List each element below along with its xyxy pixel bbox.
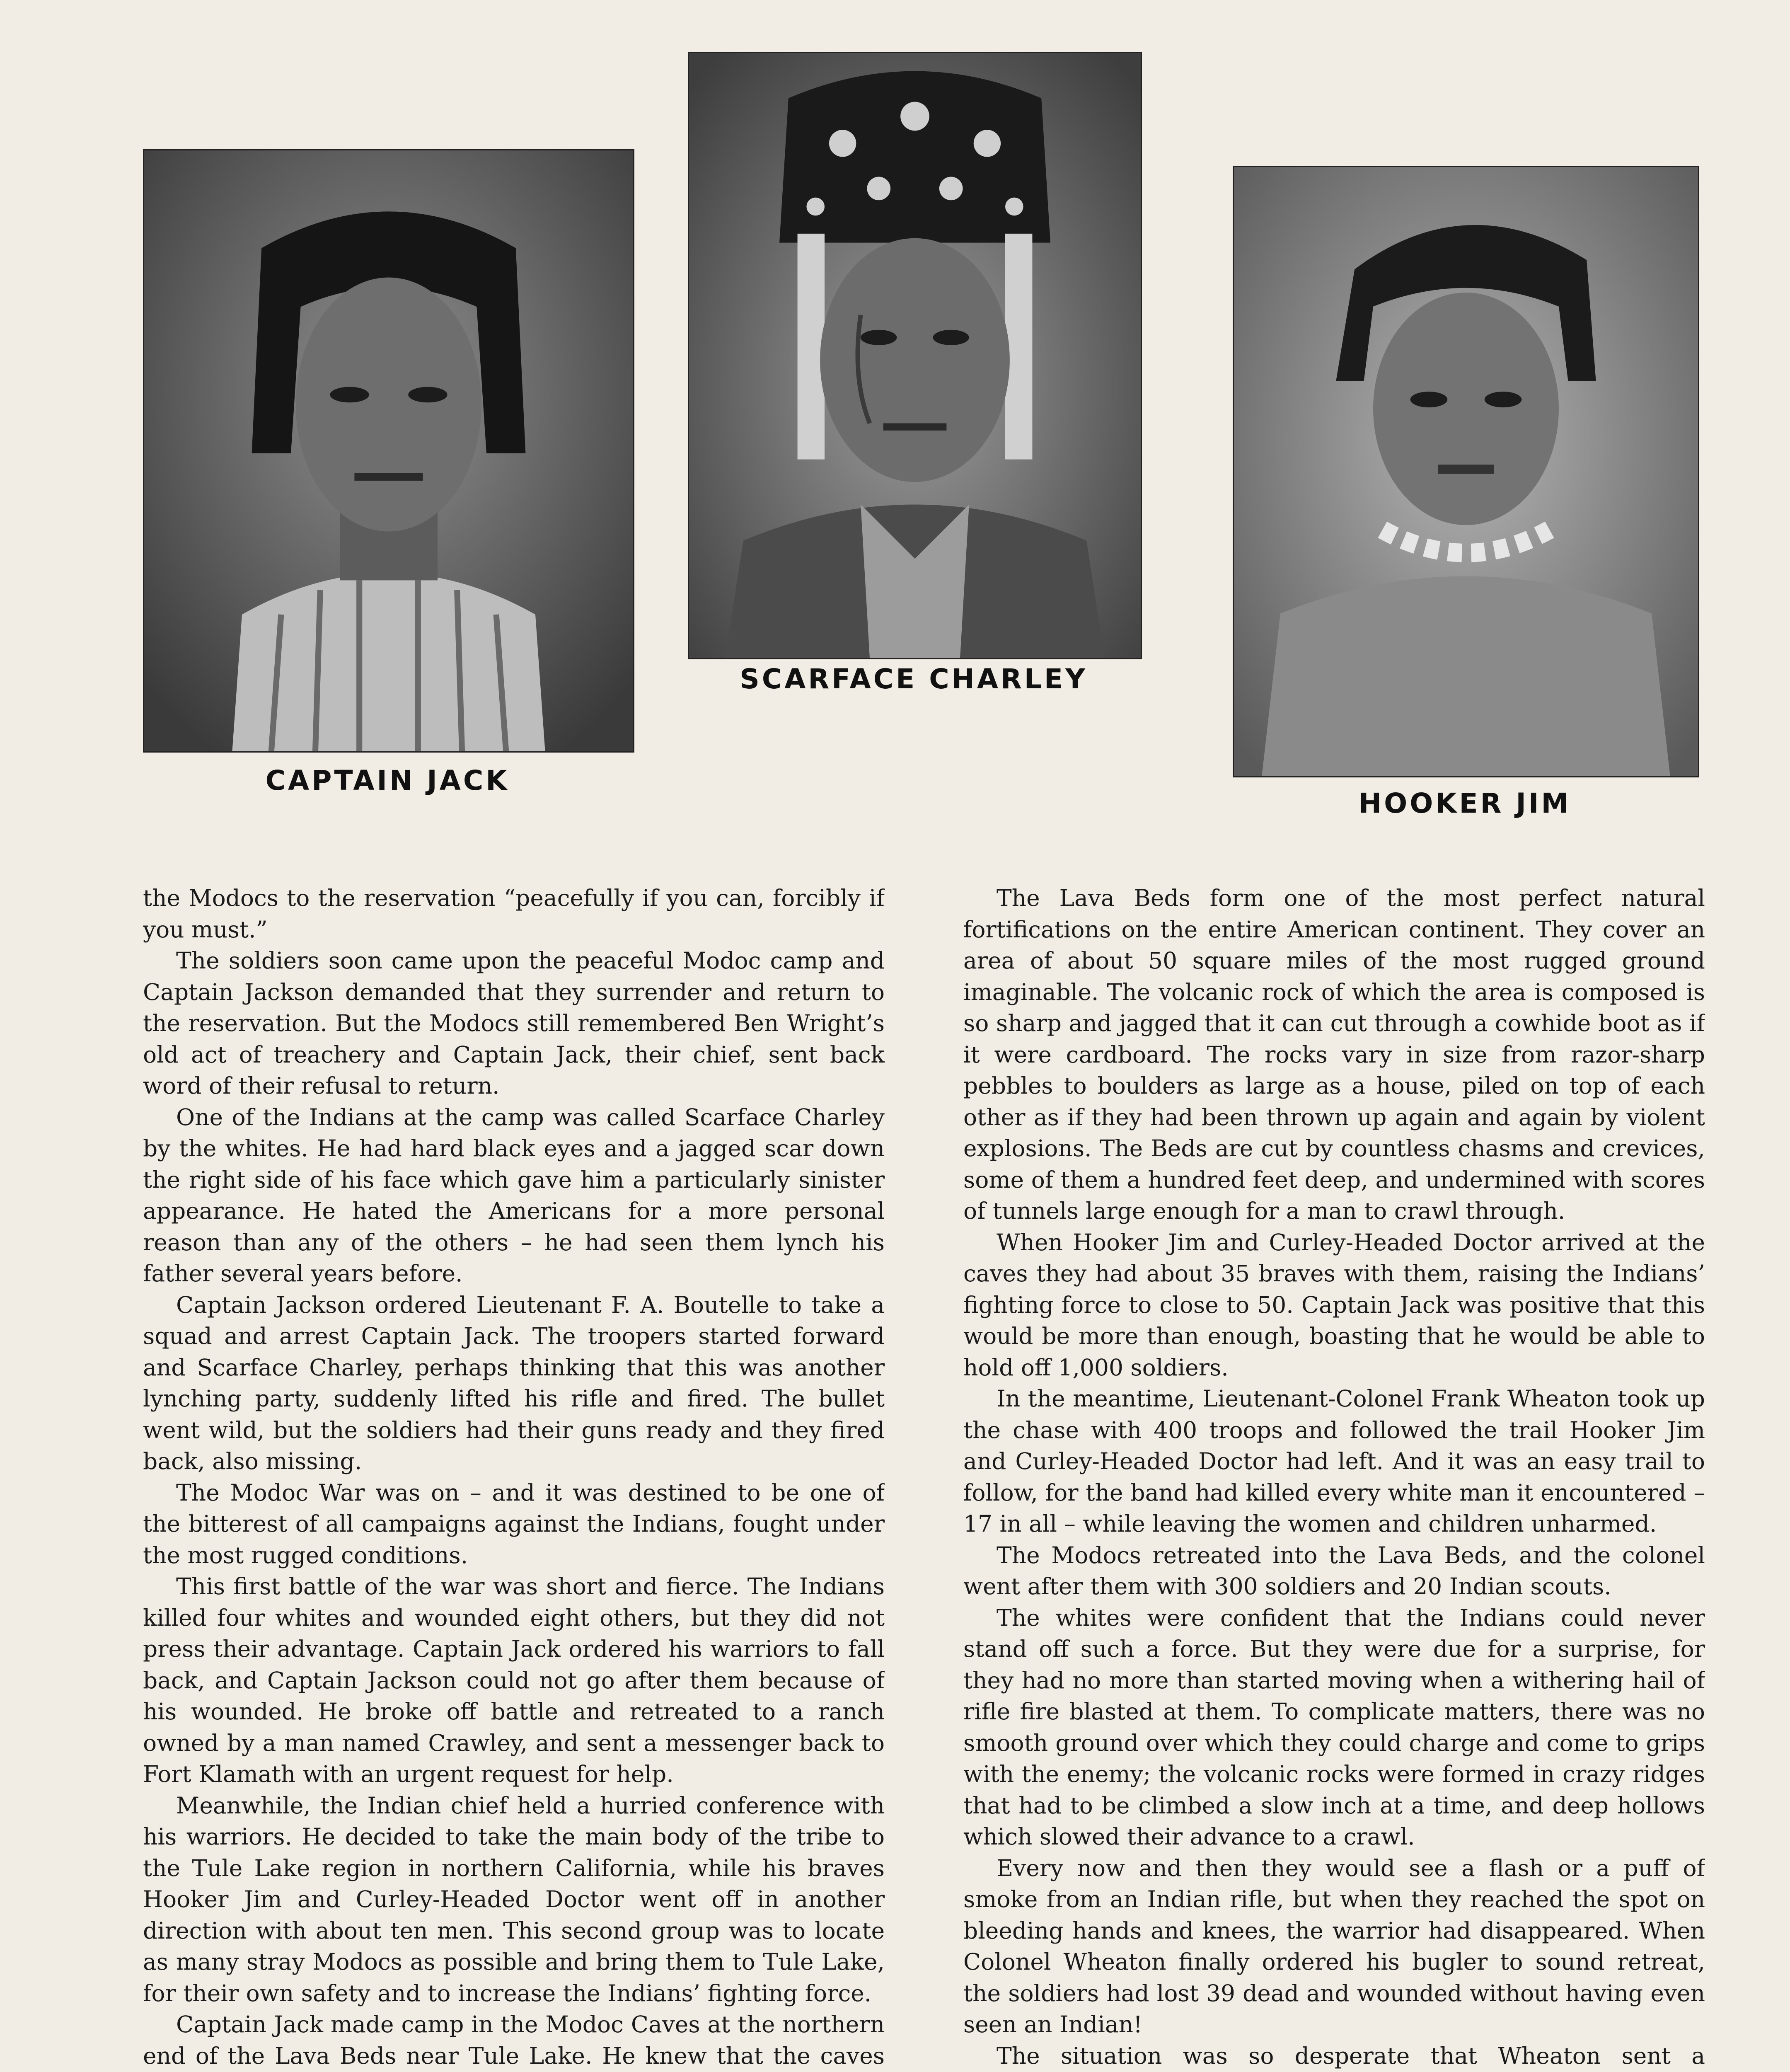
paragraph: The Modoc War was on – and it was destined to be one of the bitterest of all campaigns against the Indians, fought under the most rugged conditions. [143,1479,885,1569]
caption-hooker-jim: HOOKER JIM [1358,787,1571,819]
paragraph: One of the Indians at the camp was called Scarface Charley by the whites. He had hard black eyes and a jagged scar down the right side of his face which gave him a particularly sinister appearance. He hated the Americans for a more personal reason than any of the others – he had seen them lynch his father several years before. [143,1104,885,1287]
paragraph: The soldiers soon came upon the peaceful Modoc camp and Captain Jackson demanded that they surrender and return to the reservation. But the Modocs still remembered Ben Wright’s old act of treachery and Captain Jack, their chief, sent back word of their refusal to return. [143,947,885,1099]
portrait-scarface-charley [689,53,1141,658]
paragraph: When Hooker Jim and Curley-Headed Doctor arrived at the caves they had about 35 braves with them, raising the Indians’ fighting force to close to 50. Captain Jack was positive that this would be more than enough, boasting that he would be able to hold off 1,000 soldiers. [963,1229,1705,1381]
portrait-hooker-jim [1234,167,1698,776]
paragraph: Captain Jack made camp in the Modoc Caves at the northern end of the Lava Beds near Tule Lake. He knew that the caves [143,2011,885,2069]
paragraph: In the meantime, Lieutenant-Colonel Frank Wheaton took up the chase with 400 troops and followed the trail Hooker Jim and Curley-Headed Doctor had left. And it was an easy trail to follow, for the band had killed every white man it encountered – 17 in all – while leaving the women and children unharmed. [963,1385,1705,1537]
article-right-column [963,883,1705,2072]
paragraph: The Lava Beds form one of the most perfect natural fortifications on the entire American continent. They cover an area of about 50 square miles of the most rugged ground imaginable. The volcanic rock of which the area is composed is so sharp and jagged that it can cut through a cowhide boot as if it were cardboard. The rocks vary in size from razor-sharp pebbles to boulders as large as a house, piled on top of each other as if they had been thrown up again and again by violent explosions. The Beds are cut by countless chasms and crevices, some of them a hundred feet deep, and undermined with scores of tunnels large enough for a man to crawl through. [963,885,1705,1224]
paragraph-last [963,2041,1705,2072]
photo-captain-jack [143,149,634,753]
photo-hooker-jim [1233,166,1699,777]
paragraph: the Modocs to the reservation “peacefully if you can, forcibly if you must.” [143,885,885,943]
paragraph: Meanwhile, the Indian chief held a hurried conference with his warriors. He decided to take the main body of the tribe to the Tule Lake region in northern California, while his braves Hooker Jim and Curley-Headed Doctor went off in another direction with about ten men. This second group was to locate as many stray Modocs as possible and bring them to Tule Lake, for their own safety and to increase the Indians’ fighting force. [143,1792,885,2007]
paragraph: Every now and then they would see a flash or a puff of smoke from an Indian rifle, but when they reached the spot on bleeding hands and knees, the warrior had disappeared. When Colonel Wheaton finally ordered his bugler to sound retreat, the soldiers had lost 39 dead and wounded without having even seen an Indian! [963,1854,1705,2038]
photo-scarface-charley [688,52,1142,659]
paragraph: Captain Jackson ordered Lieutenant F. A. Boutelle to take a squad and arrest Captain Jack. The troopers started forward and Scarface Charley, perhaps thinking that this was another lynching party, suddenly lifted his rifle and fired. The bullet went wild, but the soldiers had their guns ready and they fired back, also missing. [143,1291,885,1474]
paragraph-text: The situation was so desperate that Wheaton sent a [997,2042,1705,2069]
paragraph: The whites were confident that the Indians could never stand off such a force. But they were due for a surprise, for they had no more than started moving when a withering hail of rifle fire blasted at them. To complicate matters, there was no smooth ground over which they could charge and come to grips with the enemy; the volcanic rocks were formed in crazy ridges that had to be climbed a slow inch at a time, and deep hollows which slowed their advance to a crawl. [963,1604,1705,1850]
paragraph: The Modocs retreated into the Lava Beds, and the colonel went after them with 300 soldiers and 20 Indian scouts. [963,1542,1705,1600]
portrait-captain-jack [144,150,633,751]
article-left-column [143,883,885,2072]
caption-scarface-charley: SCARFACE CHARLEY [740,663,1088,695]
paragraph: This first battle of the war was short and fierce. The Indians killed four whites and wounded eight others, but they did not press their advantage. Captain Jack ordered his warriors to fall back, and Captain Jackson could not go after them because of his wounded. He broke off battle and retreated to a ranch owned by a man named Crawley, and sent a messenger back to Fort Klamath with an urgent request for help. [143,1573,885,1787]
caption-captain-jack: CAPTAIN JACK [265,765,510,796]
